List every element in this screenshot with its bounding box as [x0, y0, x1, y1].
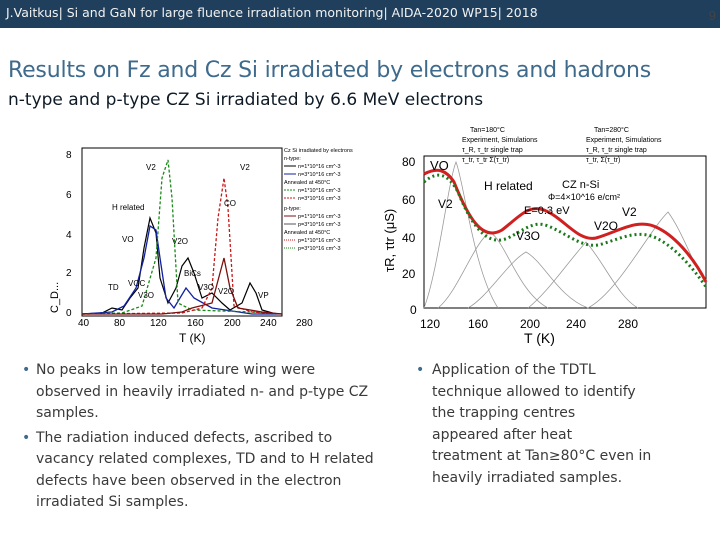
left-y-tick: 0 — [66, 308, 72, 319]
slide-subtitle: n-type and p-type CZ Si irradiated by 6.6 MeV electrons — [8, 90, 484, 110]
left-x-tick: 160 — [187, 318, 204, 329]
left-x-tick: 280 — [296, 318, 313, 329]
left-peak-label: V2O — [218, 287, 235, 296]
left-figure-svg — [49, 138, 358, 348]
right-x-axis-label: T (K) — [524, 330, 555, 346]
left-legend-line: n-type: — [284, 156, 301, 162]
bullet-line: • No peaks in low temperature wing were — [36, 362, 316, 378]
left-legend-line: Annealed at 450°C — [284, 180, 331, 186]
slide-title: Results on Fz and Cz Si irradiated by electrons and hadrons — [8, 58, 652, 83]
right-legend-row: τ_tr, Σ(τ_tr) — [586, 157, 621, 164]
right-y-tick: 0 — [410, 303, 417, 317]
left-x-tick: 40 — [78, 318, 90, 329]
right-peak-label-v3o: V3O — [516, 229, 541, 243]
right-legend-row: Experiment, Simulations — [462, 137, 538, 144]
right-x-tick: 200 — [520, 317, 541, 331]
header-text: J.Vaitkus| Si and GaN for large fluence irradiation monitoring| AIDA-2020 WP15| 2018 — [6, 5, 538, 20]
bullet-line: observed in heavily irradiated n- and p-type CZ — [36, 383, 369, 400]
left-y-tick: 8 — [66, 150, 72, 161]
right-x-tick: 240 — [566, 317, 587, 331]
bullet-item — [20, 360, 392, 425]
bullet-line: • Application of the TDTL — [432, 362, 596, 378]
left-legend-line: p=1*10^16 cm^-3 — [298, 214, 341, 220]
right-x-tick: 160 — [468, 317, 489, 331]
left-peak-label: V3O — [138, 291, 155, 300]
left-x-tick: 200 — [224, 318, 241, 329]
left-legend-line: Cz Si irradiated by electrons — [284, 148, 353, 154]
left-peak-label: VOC — [128, 279, 146, 288]
right-peak-label-v2: V2 — [438, 197, 453, 211]
right-text-column — [414, 360, 674, 489]
left-peak-label: BiCs — [184, 269, 201, 278]
left-legend-line: p=3*10^16 cm^-3 — [298, 222, 341, 228]
left-x-axis-label: T (K) — [179, 331, 206, 345]
right-legend-row: τ_R, τ_tr single trap — [586, 147, 647, 154]
right-y-tick: 60 — [402, 193, 416, 207]
right-peak-label-energy: E=0.3 eV — [524, 205, 570, 217]
right-x-tick: 280 — [618, 317, 639, 331]
right-y-tick: 80 — [402, 155, 416, 169]
bullet-line: treatment at Tan≥80°C even in — [432, 448, 652, 464]
bullet-line: irradiated Si samples. — [36, 494, 189, 510]
left-y-tick: 2 — [66, 268, 72, 279]
bullet-line: • The radiation induced defects, ascribed to — [36, 429, 333, 446]
left-x-tick: 80 — [114, 318, 126, 329]
left-legend — [284, 148, 353, 252]
left-legend-line: n=3*10^16 cm^-3 — [298, 172, 341, 178]
left-y-tick: 6 — [66, 190, 72, 201]
right-legend-head: Tan=280°C — [594, 127, 629, 134]
right-legend-row: Experiment, Simulations — [586, 137, 662, 144]
bullet-line: vacancy related complexes, TD and to H related — [36, 451, 374, 467]
right-legend — [462, 126, 662, 164]
right-peak-label-vo: VO — [430, 158, 449, 173]
right-legend-row: τ_R, τ_tr single trap — [462, 147, 523, 154]
bullet-line: technique allowed to identify — [432, 383, 636, 400]
left-peak-label: TD — [108, 283, 119, 292]
left-legend-line: Annealed at 450°C — [284, 230, 331, 236]
bullet-line: defects have been observed in the electron — [36, 472, 342, 489]
right-peak-label-h: H related — [484, 179, 533, 193]
left-peak-label: VO — [122, 235, 134, 244]
left-x-tick: 120 — [150, 318, 167, 329]
right-legend-head: Tan=180°C — [470, 127, 505, 134]
left-y-axis-label: C_D... — [49, 281, 61, 313]
right-figure-svg — [378, 122, 713, 348]
left-peak-label: V2 — [240, 163, 250, 172]
left-y-tick: 4 — [66, 230, 72, 241]
right-sample-note: CZ n-Si — [562, 179, 600, 191]
left-legend-line: n=1*10^16 cm^-3 — [298, 164, 341, 170]
page-number: 9 — [708, 8, 716, 23]
bullet-item — [414, 360, 674, 489]
right-sample-fluence: Φ=4×10^16 e/cm² — [548, 192, 620, 202]
left-peak-label: VP — [258, 291, 269, 300]
line — [36, 360, 392, 382]
left-legend-line: p=1*10^16 cm^-3 — [298, 238, 341, 244]
bullet-line: samples. — [36, 405, 99, 421]
left-legend-line: p=3*10^16 cm^-3 — [298, 246, 341, 252]
bullet-line: the trapping centres — [432, 405, 576, 421]
right-figure — [378, 122, 713, 348]
left-figure — [49, 138, 358, 348]
left-peak-label: H related — [112, 203, 145, 212]
left-legend-line: n=3*10^16 cm^-3 — [298, 196, 341, 202]
left-text-column — [20, 360, 392, 514]
left-peak-label: V2O — [172, 237, 189, 246]
right-x-tick: 120 — [420, 317, 441, 331]
bullet-item — [20, 428, 392, 514]
bullet-line: heavily irradiated samples. — [432, 469, 623, 486]
right-peak-label-v2o: V2O — [594, 219, 619, 233]
left-peak-label: V2 — [146, 163, 156, 172]
left-peak-label: V3O — [198, 283, 215, 292]
right-y-tick: 20 — [402, 267, 416, 281]
left-x-tick: 240 — [260, 318, 277, 329]
header-bar — [0, 0, 720, 28]
right-peak-label-v2-right: V2 — [622, 205, 637, 219]
left-legend-line: p-type: — [284, 206, 301, 212]
right-y-tick: 40 — [402, 231, 416, 245]
left-peak-label: CO — [224, 199, 236, 208]
right-y-axis-label: τR, τtr (μS) — [382, 208, 397, 272]
bullet-line: appeared after heat — [432, 426, 573, 443]
left-legend-line: n=1*10^16 cm^-3 — [298, 188, 341, 194]
right-legend-row: τ_tr, τ_tr Σ(τ_tr) — [462, 157, 510, 164]
